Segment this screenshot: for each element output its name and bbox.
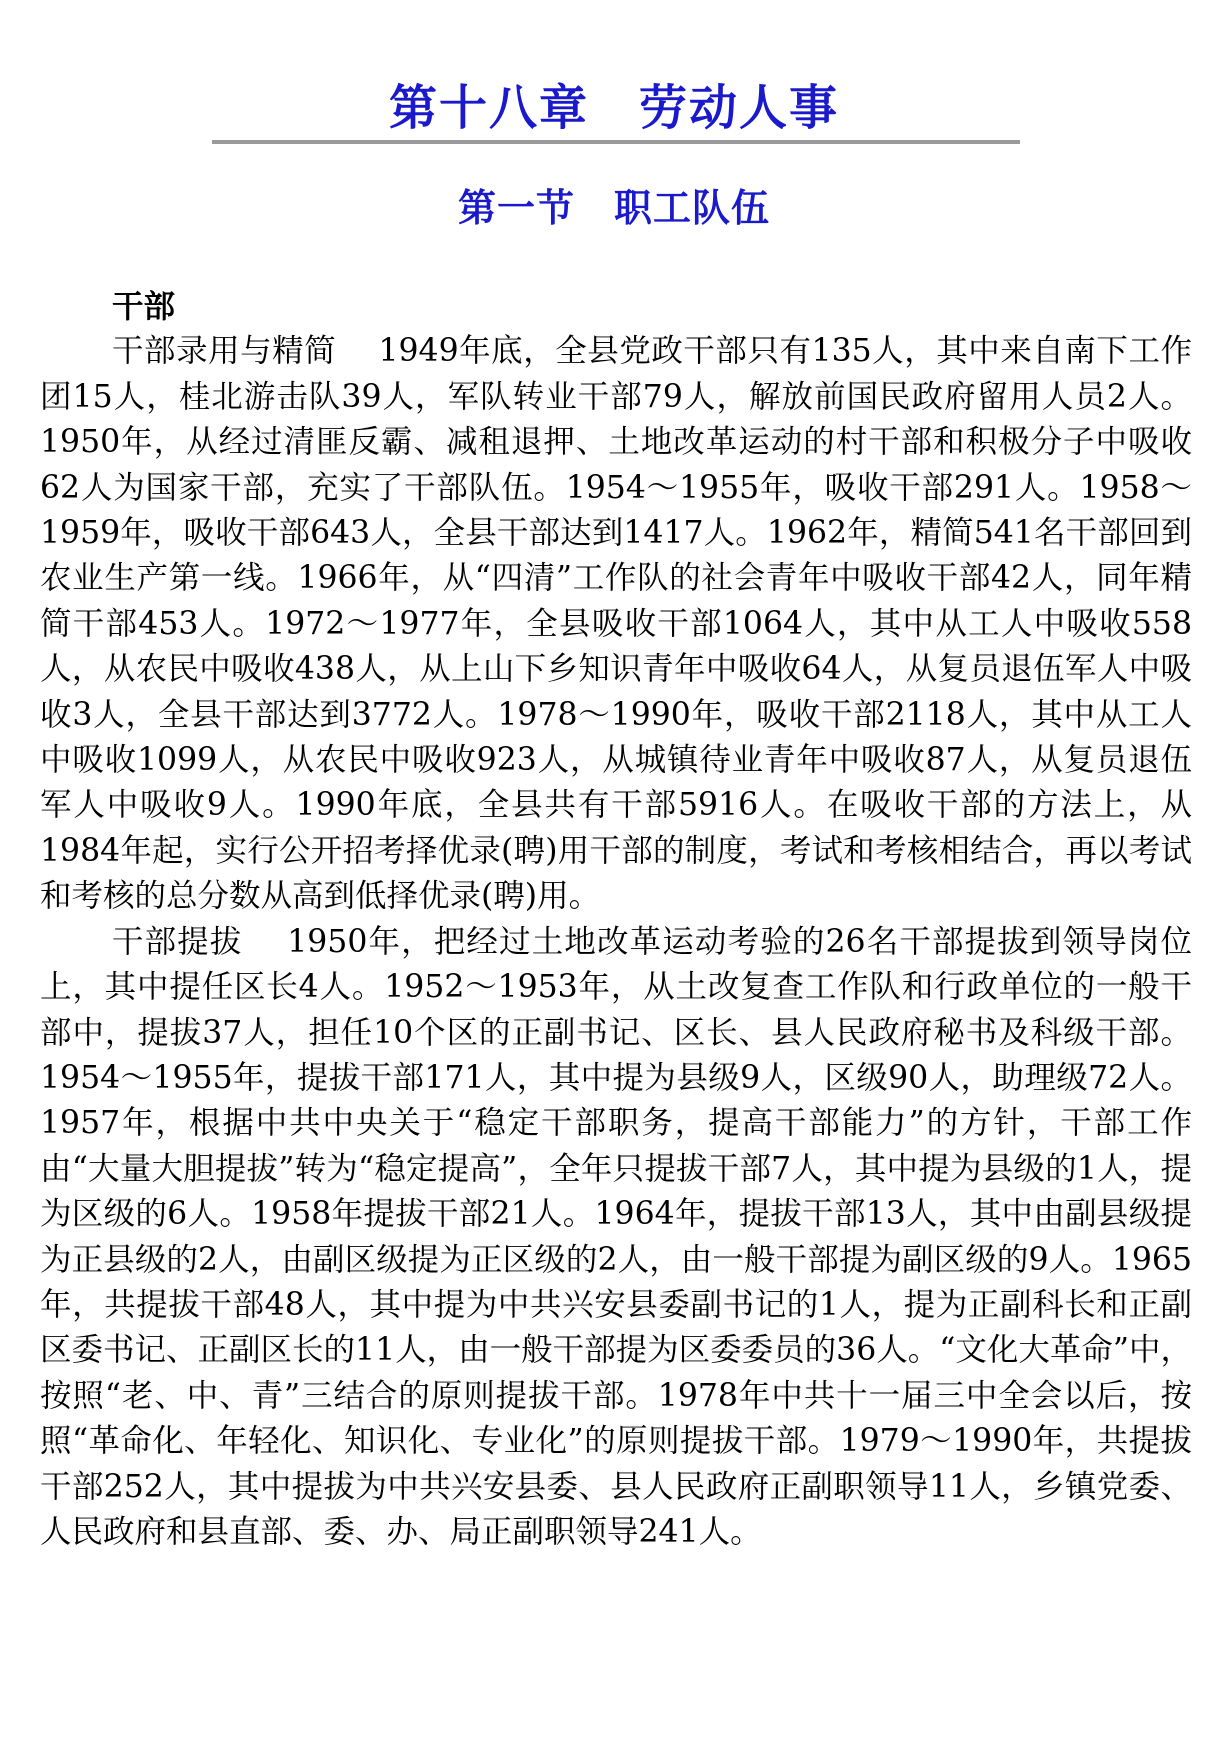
paragraph-cadre-promotion [40,920,1192,1556]
body-text [40,284,1192,1555]
chapter-title: 第十八章 劳动人事 [388,80,839,136]
paragraph-body: 1950年，把经过土地改革运动考验的26名干部提拔到领导岗位上，其中提任区长4人。1952～1953年，从土改复查工作队和行政单位的一般干部中，提拔37人，担任10个区的正副书记、区长、县人民政府秘书及科级干部。1954～1955年，提拔干部171人，其中提为县级9人，区级90人，助理级72人。1957年，根据中共中央关于“稳定干部职务，提高干部能力”的方针，干部工作由“大量大胆提拔”转为“稳定提高”，全年只提拔干部7人，其中提为县级的1人，提为区级的6人。1958年提拔干部21人。1964年，提拔干部13人，其中由副县级提为正县级的2人，由副区级提为正区级的2人，由一般干部提为副区级的9人。1965年，共提拔干部48人，其中提为中共兴安县委副书记的1人，提为正副科长和正副区委书记、正副区长的11人，由一般干部提为区委委员的36人。“文化大革命”中，按照“老、中、青”三结合的原则提拔干部。1978年中共十一届三中全会以后，按照“革命化、年轻化、知识化、专业化”的原则提拔干部。1979～1990年，共提拔干部252人，其中提拔为中共兴安县委、县人民政府正副职领导11人，乡镇党委、人民政府和县直部、委、办、局正副职领导241人。 [40,923,1192,1550]
chapter-divider [212,140,1020,144]
section-title: 第一节 职工队伍 [457,185,770,230]
paragraph-lead: 干部录用与精简 [112,333,337,370]
paragraph-lead: 干部提拔 [112,923,243,960]
paragraph-cadre-recruitment [40,329,1192,919]
paragraph-body: 1949年底，全县党政干部只有135人，其中来自南下工作团15人，桂北游击队39人，军队转业干部79人，解放前国民政府留用人员2人。1950年，从经过清匪反霸、减租退押、土地改革运动的村干部和积极分子中吸收62人为国家干部，充实了干部队伍。1954～1955年，吸收干部291人。1958～1959年，吸收干部643人，全县干部达到1417人。1962年，精简541名干部回到农业生产第一线。1966年，从“四清”工作队的社会青年中吸收干部42人，同年精简干部453人。1972～1977年，全县吸收干部1064人，其中从工人中吸收558人，从农民中吸收438人，从上山下乡知识青年中吸收64人，从复员退伍军人中吸收3人，全县干部达到3772人。1978～1990年，吸收干部2118人，其中从工人中吸收1099人，从农民中吸收923人，从城镇待业青年中吸收87人，从复员退伍军人中吸收9人。1990年底，全县共有干部5916人。在吸收干部的方法上，从1984年起，实行公开招考择优录(聘)用干部的制度，考试和考核相结合，再以考试和考核的总分数从高到低择优录(聘)用。 [40,333,1192,915]
subheading: 干部 [112,288,176,325]
